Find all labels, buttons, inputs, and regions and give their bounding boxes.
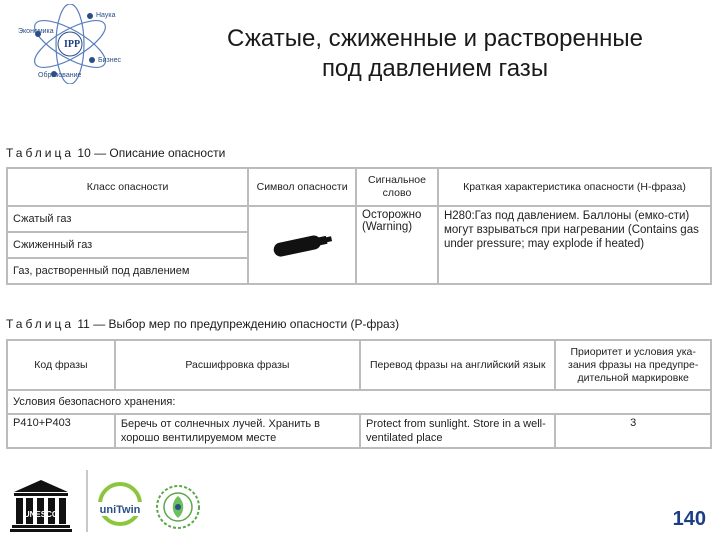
table-row [7, 206, 711, 232]
gas-cylinder-icon [267, 229, 337, 259]
signal-word-cell: Осторожно (Warning) [356, 206, 438, 284]
phrase-english-cell: Protect from sunlight. Store in a well-ventilated place [360, 414, 555, 448]
header-cell: Расшифровка фразы [115, 340, 360, 390]
footer-divider [86, 470, 88, 532]
header-cell: Перевод фразы на английский язык [360, 340, 555, 390]
table2-caption [6, 317, 399, 331]
unesco-temple-icon [10, 478, 72, 534]
title-line-2: под давлением газы [321, 55, 549, 82]
table-header-row [7, 168, 711, 206]
precaution-table [6, 339, 712, 449]
logo-label: Образование [38, 72, 82, 79]
section-label: Условия безопасного хранения: [7, 390, 711, 414]
hazard-class-cell: Газ, растворенный под давлением [7, 258, 248, 284]
unitwin-logo [92, 482, 148, 532]
header-cell: Символ опасности [248, 168, 356, 206]
phrase-priority-cell: 3 [555, 414, 711, 448]
logo-label: Наука [96, 12, 116, 19]
hazard-class-cell: Сжатый газ [7, 206, 248, 232]
ipp-logo [18, 4, 128, 84]
logo-label: Экономика [18, 28, 54, 35]
header-cell: Приоритет и условия ука-зания фразы на предупре-дительной маркировке [555, 340, 711, 390]
hazard-symbol-cell [248, 206, 356, 284]
unitwin-icon [92, 482, 148, 532]
header-cell: Сигнальное слово [356, 168, 438, 206]
table1-caption-prefix: Таблица [6, 146, 75, 160]
header-cell: Краткая характеристика опасности (Н-фраза) [438, 168, 711, 206]
phrase-decoding-cell: Беречь от солнечных лучей. Хранить в хорошо вентилируемом месте [115, 414, 360, 448]
table-header-row [7, 340, 711, 390]
hazard-class-cell: Сжиженный газ [7, 232, 248, 258]
leaf-emblem-icon [155, 484, 201, 530]
page-number: 140 [672, 508, 706, 530]
title-line-1: Сжатые, сжиженные и растворенные [227, 25, 643, 52]
hazard-description-table [6, 167, 712, 285]
phrase-code-cell: Р410+Р403 [7, 414, 115, 448]
unesco-text: UNESCO [23, 510, 59, 519]
logo-core-text: IPP [64, 39, 81, 50]
unesco-logo [10, 478, 72, 534]
unitwin-text: uniTwin [99, 504, 141, 516]
table1-caption [6, 146, 225, 160]
table2-caption-prefix: Таблица [6, 317, 75, 331]
header-cell: Класс опасности [7, 168, 248, 206]
table-section-row [7, 390, 711, 414]
table-row [7, 414, 711, 448]
h-phrase-cell: Н280:Газ под давлением. Баллоны (емко-сти) могут взрываться при нагревании (Contains gas under pressure; may explode if heated) [438, 206, 711, 284]
page-title [150, 24, 720, 84]
table1-caption-text: 10 — Описание опасности [74, 146, 226, 160]
table2-caption-text: 11 — Выбор мер по предупреждению опасности (Р-фраз) [74, 317, 400, 331]
header-cell: Код фразы [7, 340, 115, 390]
logo-label: Бизнес [98, 57, 121, 64]
green-emblem [155, 484, 201, 530]
